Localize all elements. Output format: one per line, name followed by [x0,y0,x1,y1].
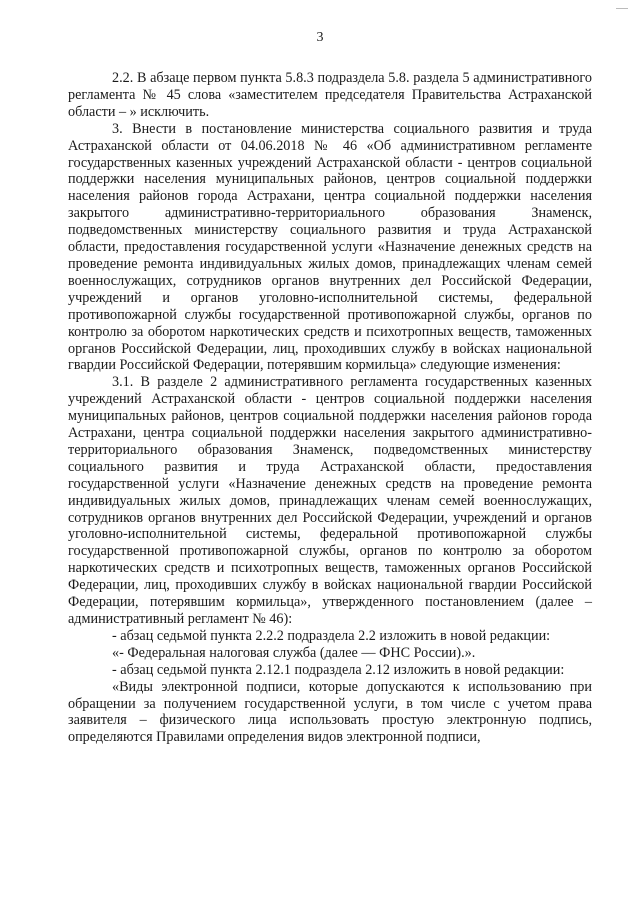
page-number: 3 [316,30,324,45]
document-body [68,70,592,746]
paragraph: «- Федеральная налоговая служба (далее — ФНС России).». [112,644,476,661]
paragraph: 2.2. В абзаце первом пункта 5.8.3 подраздела 5.8. раздела 5 административного регламента № 45 слова «заместителем председателя Правительства Астраханской области – » исключить. [68,70,592,120]
paragraph: - абзац седьмой пункта 2.12.1 подраздела 2.12 изложить в новой редакции: [112,661,565,678]
paragraph: - абзац седьмой пункта 2.2.2 подраздела 2.2 изложить в новой редакции: [112,627,551,644]
scan-mark [616,8,628,9]
paragraph: 3.1. В разделе 2 административного регламента государственных казенных учреждений Астраханской области - центров социальной поддержки населения муниципальных районов, центров социальной поддержки населения районов города Астрахани, центра социальной поддержки населения закрытого административно-территориального образования Знаменск, подведомственных министерству социального развития и труда Астраханской области, предоставления государственной услуги «Назначение денежных средств на проведение ремонта индивидуальных жилых домов, принадлежащих членам семей военнослужащих, сотрудников органов внутренних дел Российской Федерации, учреждений и органов уголовно-исполнительной системы, федеральной противопожарной службы государственной противопожарной службы, органов по контролю за оборотом наркотических средств и психотропных веществ, таможенных органов Российской Федерации, лиц, проходивших службу в войсках национальной гвардии Российской Федерации, потерявшим кормильца», утвержденного постановлением (далее – административный регламент № 46): [68,374,592,627]
paragraph: «Виды электронной подписи, которые допускаются к использованию при обращении за получением государственной услуги, в том числе с учетом права заявителя – физического лица использовать простую электронную подпись, определяются Правилами определения видов электронной подписи, [68,678,592,746]
paragraph: 3. Внести в постановление министерства социального развития и труда Астраханской области от 04.06.2018 № 46 «Об административном регламенте государственных казенных учреждений Астраханской области - центров социальной поддержки населения муниципальных районов, центров социальной поддержки населения районов города Астрахани, центра социальной поддержки населения закрытого административно-территориального образования Знаменск, подведомственных министерству социального развития и труда Астраханской области, предоставления государственной услуги «Назначение денежных средств на проведение ремонта индивидуальных жилых домов, принадлежащих членам семей военнослужащих, сотрудников органов внутренних дел Российской Федерации, учреждений и органов уголовно-исполнительной системы, федеральной противопожарной службы государственной противопожарной службы, органов по контролю за оборотом наркотических средств и психотропных веществ, таможенных органов Российской Федерации, лиц, проходивших службу в войсках национальной гвардии Российской Федерации, потерявшим кормильца» следующие изменения: [68,120,592,374]
